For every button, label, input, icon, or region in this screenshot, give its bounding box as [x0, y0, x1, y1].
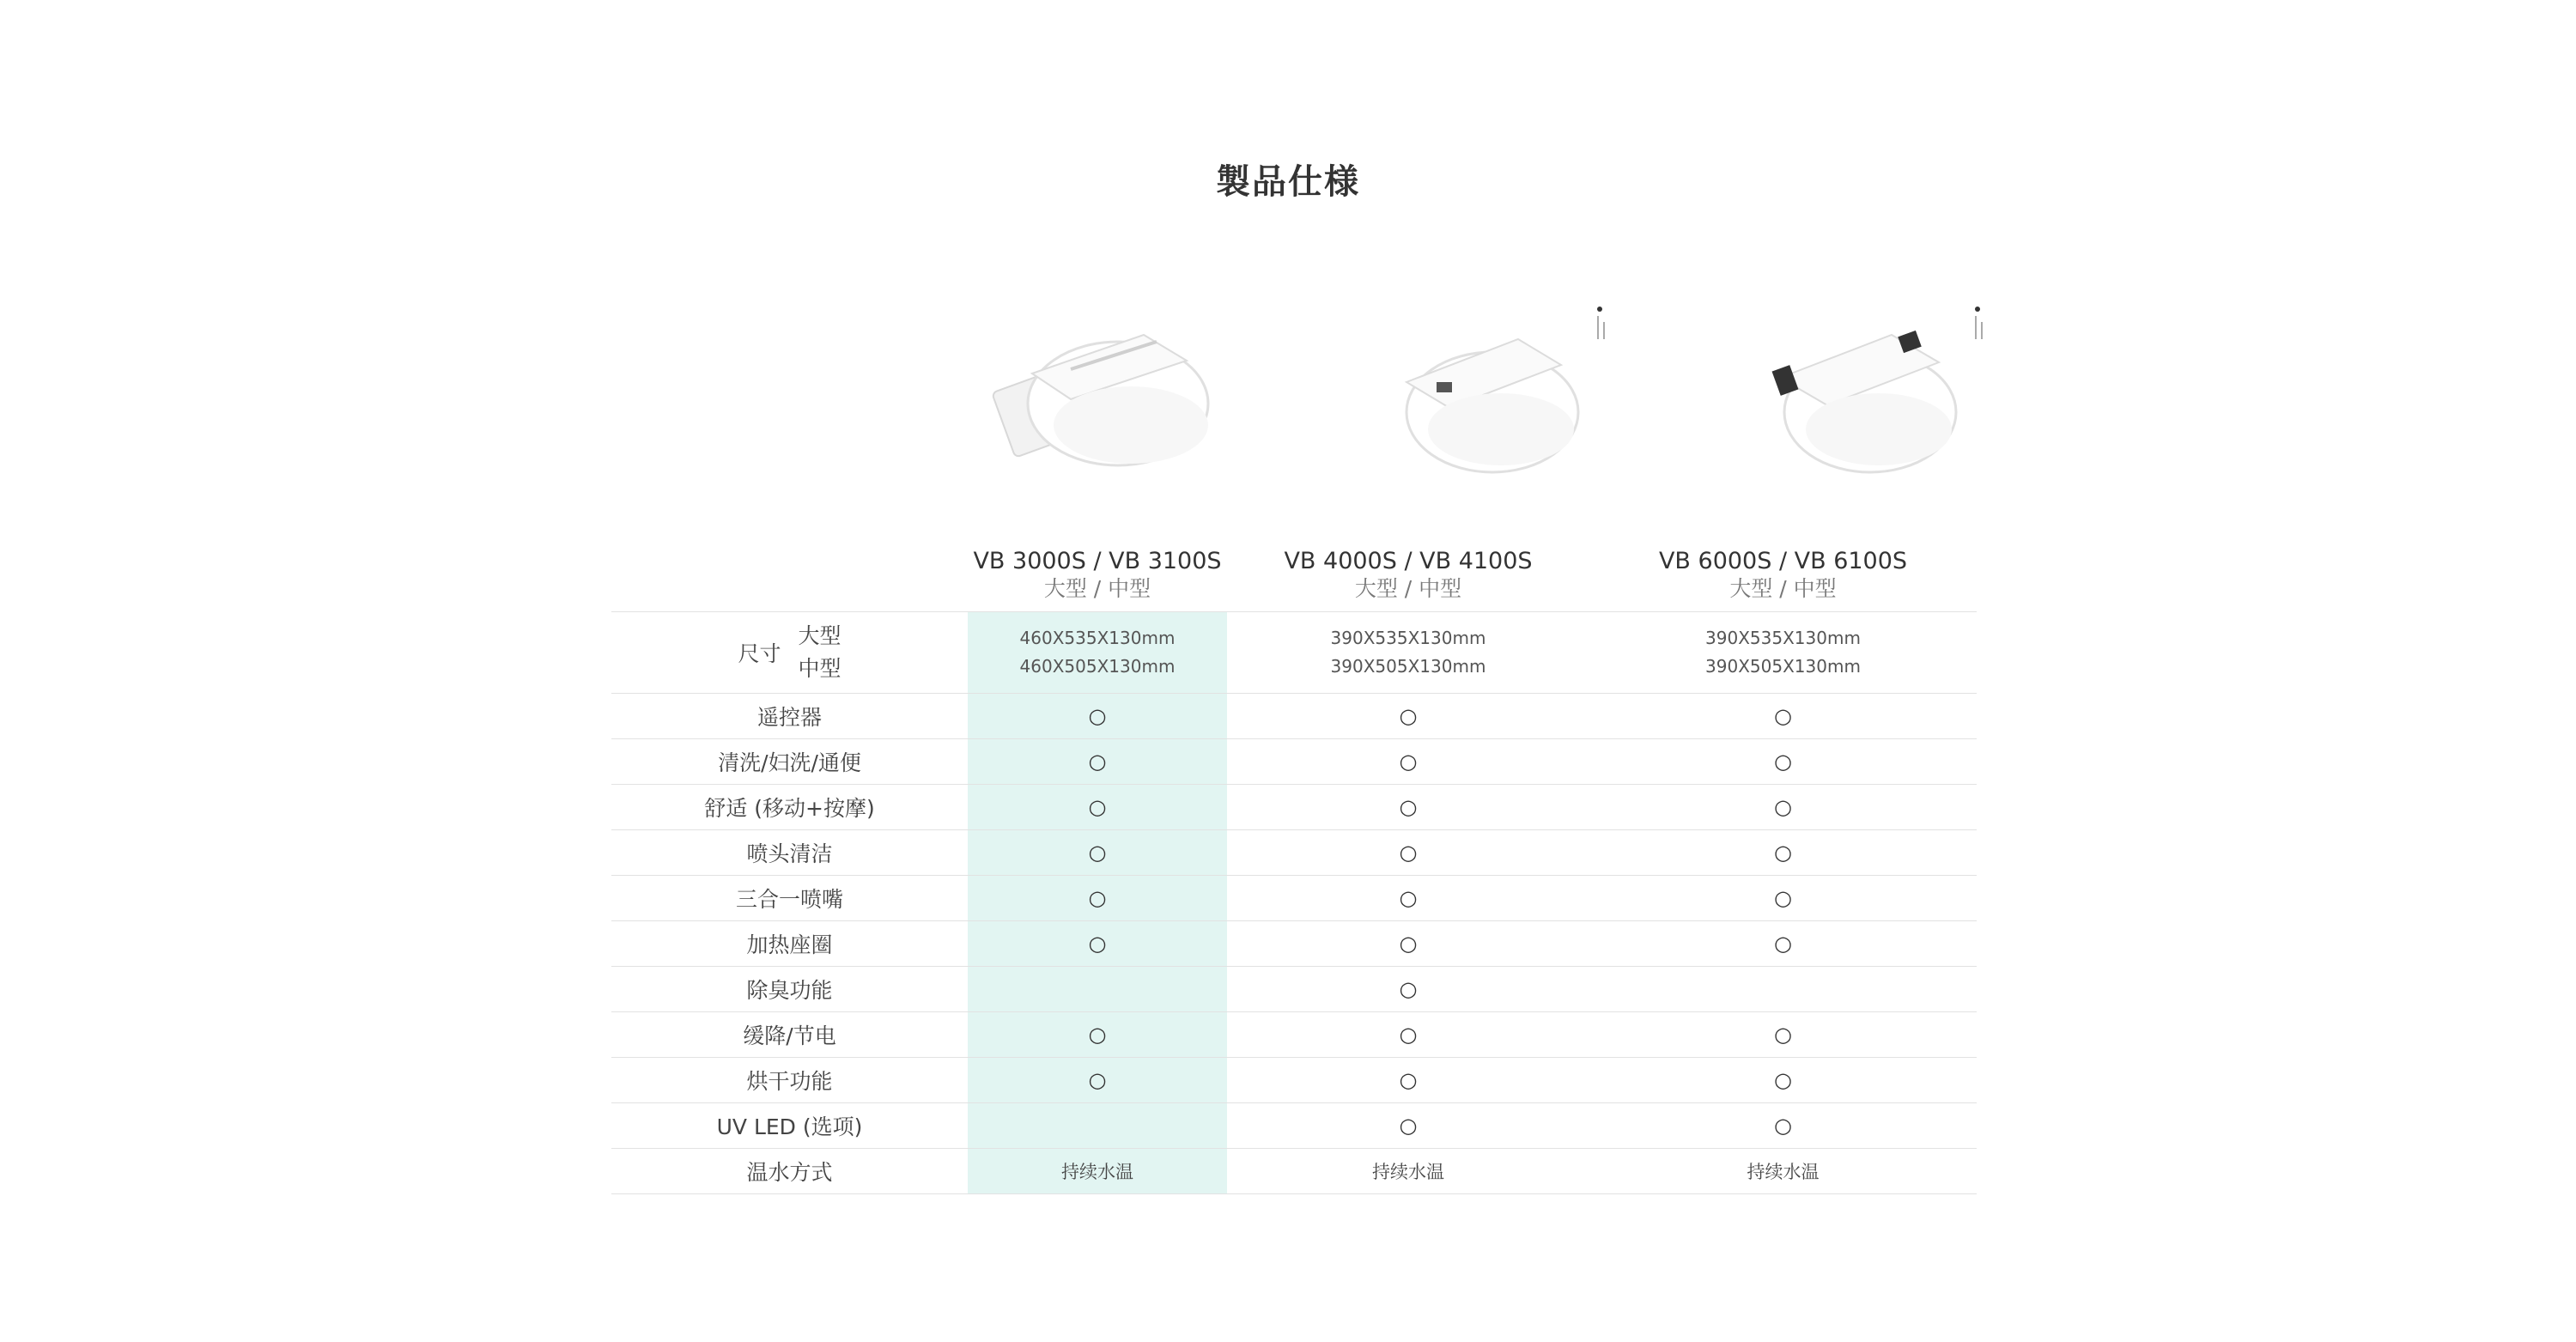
- availability-mark: ○: [1774, 1068, 1792, 1092]
- size-label: 尺寸: [738, 641, 781, 666]
- temp-cell: [968, 1149, 1227, 1194]
- availability-mark: ○: [1774, 1114, 1792, 1138]
- feature-cell: [1227, 967, 1589, 1012]
- temp-method: 持续水温: [1372, 1162, 1444, 1182]
- feature-cell: [1227, 1103, 1589, 1149]
- availability-mark: ○: [1399, 704, 1418, 728]
- availability-mark: ○: [1088, 886, 1107, 910]
- model-header-row: [611, 539, 1977, 612]
- temp-cell: [1589, 1149, 1977, 1194]
- availability-mark: ○: [1399, 750, 1418, 774]
- availability-mark: ○: [1088, 704, 1107, 728]
- availability-mark: ○: [1088, 1068, 1107, 1092]
- availability-mark: ○: [1774, 750, 1792, 774]
- feature-cell: [968, 876, 1227, 921]
- toilet-seat-image: [1728, 301, 2003, 489]
- dims-cell-1: [968, 612, 1227, 694]
- feature-cell: [1227, 694, 1589, 739]
- product-image-1: [968, 301, 1242, 489]
- dims-cell-2: [1227, 612, 1589, 694]
- product-image-2: [1355, 301, 1630, 489]
- feature-cell: [968, 1103, 1227, 1149]
- table-row-size: [611, 612, 1977, 694]
- model-header-3: [1589, 539, 1977, 612]
- spec-table: [611, 539, 1977, 1194]
- availability-mark: ○: [1399, 886, 1418, 910]
- dim-large: 460X535X130mm: [1019, 628, 1176, 648]
- feature-cell: [968, 739, 1227, 785]
- feature-cell: [1227, 830, 1589, 876]
- row-label-size: [611, 612, 968, 694]
- toilet-seat-image: [968, 301, 1242, 489]
- availability-mark: ○: [1088, 1023, 1107, 1047]
- feature-cell: [1227, 739, 1589, 785]
- table-row: [611, 1012, 1977, 1058]
- dim-large: 390X535X130mm: [1330, 628, 1486, 648]
- temp-method: 持续水温: [1061, 1162, 1133, 1182]
- availability-mark: ○: [1774, 1023, 1792, 1047]
- availability-mark: ○: [1088, 841, 1107, 865]
- feature-cell: [1589, 830, 1977, 876]
- size-medium-label: 中型: [798, 656, 841, 681]
- availability-mark: ○: [1774, 841, 1792, 865]
- availability-mark: ○: [1088, 932, 1107, 956]
- feature-cell: [968, 830, 1227, 876]
- feature-cell: [1589, 1058, 1977, 1103]
- availability-mark: ○: [1088, 795, 1107, 819]
- feature-cell: [968, 1012, 1227, 1058]
- row-label: 除臭功能: [611, 967, 968, 1012]
- row-label: 舒适 (移动+按摩): [611, 785, 968, 830]
- availability-mark: ○: [1399, 977, 1418, 1001]
- table-row: [611, 1058, 1977, 1103]
- dim-medium: 460X505X130mm: [1019, 656, 1176, 677]
- row-label: UV LED (选项): [611, 1103, 968, 1149]
- feature-cell: [968, 921, 1227, 967]
- table-row: [611, 739, 1977, 785]
- table-row: [611, 921, 1977, 967]
- availability-mark: ○: [1774, 932, 1792, 956]
- feature-cell: [1589, 785, 1977, 830]
- row-label: 缓降/节电: [611, 1012, 968, 1058]
- feature-cell: [1589, 1012, 1977, 1058]
- dim-large: 390X535X130mm: [1705, 628, 1861, 648]
- feature-cell: [1589, 694, 1977, 739]
- feature-cell: [1227, 921, 1589, 967]
- toilet-seat-image: [1355, 301, 1630, 489]
- availability-mark: ○: [1399, 1023, 1418, 1047]
- model-name: VB 6000S / VB 6100S: [1658, 548, 1908, 574]
- feature-cell: [968, 785, 1227, 830]
- feature-cell: [1589, 739, 1977, 785]
- model-header-2: [1227, 539, 1589, 612]
- table-row: [611, 694, 1977, 739]
- row-label: 加热座圈: [611, 921, 968, 967]
- page-title: 製品仕様: [1216, 162, 1360, 202]
- dims-cell-3: [1589, 612, 1977, 694]
- feature-cell: [1227, 1058, 1589, 1103]
- model-sizes: 大型 / 中型: [1354, 576, 1462, 601]
- feature-cell: [1589, 1103, 1977, 1149]
- availability-mark: ○: [1774, 886, 1792, 910]
- row-label: 烘干功能: [611, 1058, 968, 1103]
- row-label: 清洗/妇洗/通便: [611, 739, 968, 785]
- availability-mark: ○: [1399, 932, 1418, 956]
- feature-cell: [968, 967, 1227, 1012]
- availability-mark: ○: [1399, 795, 1418, 819]
- table-row: [611, 830, 1977, 876]
- availability-mark: ○: [1399, 1068, 1418, 1092]
- feature-cell: [1589, 967, 1977, 1012]
- availability-mark: ○: [1399, 841, 1418, 865]
- table-row: [611, 1103, 1977, 1149]
- row-label: 喷头清洁: [611, 830, 968, 876]
- model-name: VB 4000S / VB 4100S: [1284, 548, 1533, 574]
- size-large-label: 大型: [798, 623, 841, 648]
- temp-cell: [1227, 1149, 1589, 1194]
- availability-mark: ○: [1088, 750, 1107, 774]
- temp-method: 持续水温: [1747, 1162, 1820, 1182]
- table-row: [611, 876, 1977, 921]
- table-row: [611, 785, 1977, 830]
- row-label-temp: 温水方式: [611, 1149, 968, 1194]
- availability-mark: ○: [1399, 1114, 1418, 1138]
- model-sizes: 大型 / 中型: [1729, 576, 1837, 601]
- feature-cell: [1227, 785, 1589, 830]
- model-sizes: 大型 / 中型: [1043, 576, 1151, 601]
- feature-cell: [1227, 1012, 1589, 1058]
- dim-medium: 390X505X130mm: [1330, 656, 1486, 677]
- feature-cell: [1227, 876, 1589, 921]
- model-header-1: [968, 539, 1227, 612]
- model-name: VB 3000S / VB 3100S: [973, 548, 1222, 574]
- product-image-3: [1728, 301, 2003, 489]
- dim-medium: 390X505X130mm: [1705, 656, 1861, 677]
- availability-mark: ○: [1774, 704, 1792, 728]
- table-row-temp: [611, 1149, 1977, 1194]
- row-label: 三合一喷嘴: [611, 876, 968, 921]
- availability-mark: ○: [1774, 795, 1792, 819]
- row-label: 遥控器: [611, 694, 968, 739]
- feature-cell: [968, 1058, 1227, 1103]
- feature-cell: [968, 694, 1227, 739]
- feature-cell: [1589, 921, 1977, 967]
- table-row: [611, 967, 1977, 1012]
- feature-cell: [1589, 876, 1977, 921]
- header-empty: [611, 539, 968, 612]
